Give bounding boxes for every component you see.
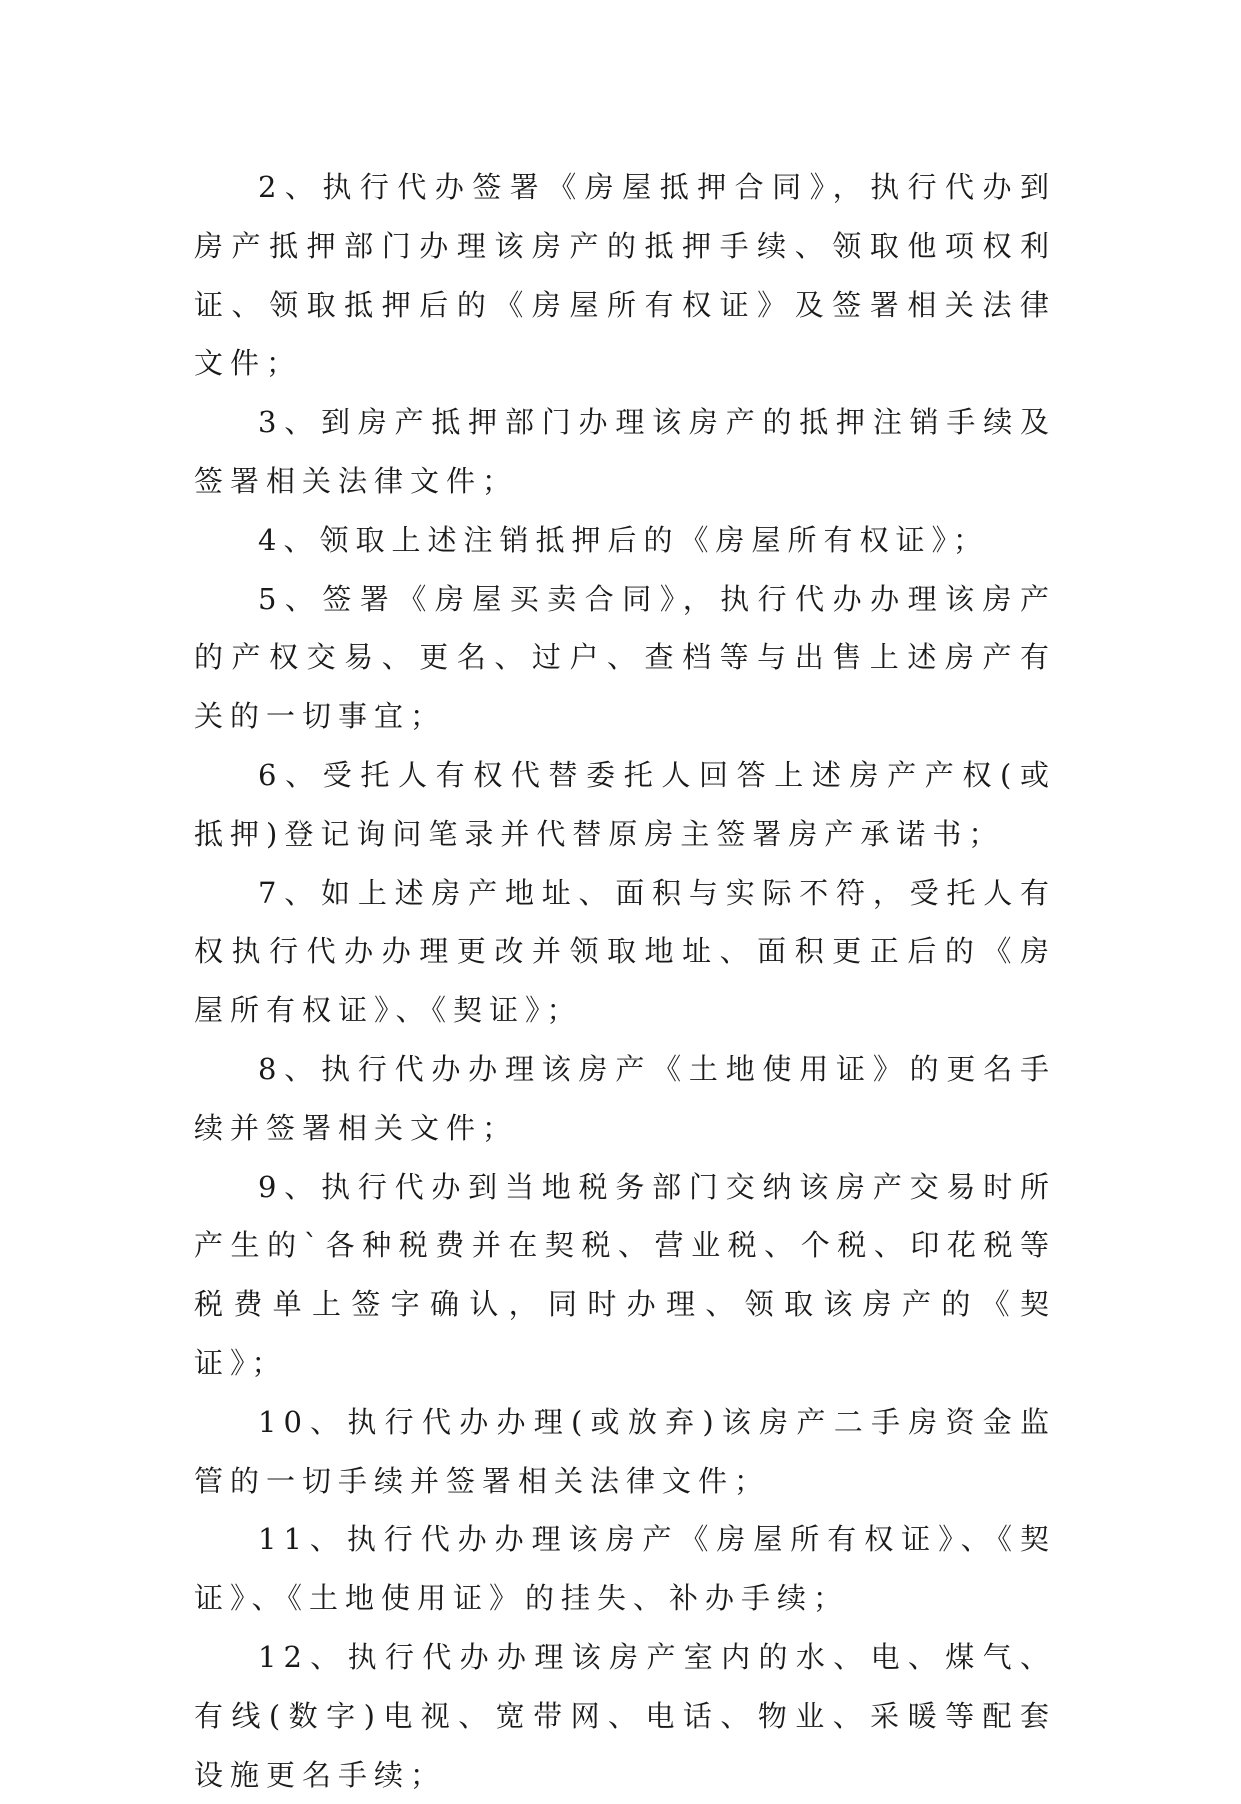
paragraph-item-8: 8、执行代办办理该房产《土地使用证》的更名手续并签署相关文件； bbox=[194, 1051, 1056, 1145]
paragraph-item-7: 7、如上述房产地址、面积与实际不符，受托人有权执行代办办理更改并领取地址、面积更正后的《房屋所有权证》、《契证》； bbox=[194, 875, 1056, 1028]
document-body bbox=[194, 158, 1056, 1804]
paragraph-item-6: 6、受托人有权代替委托人回答上述房产产权(或抵押)登记询问笔录并代替原房主签署房产承诺书； bbox=[194, 757, 1056, 851]
paragraph-item-10: 10、执行代办办理(或放弃)该房产二手房资金监管的一切手续并签署相关法律文件； bbox=[194, 1404, 1056, 1498]
paragraph-item-4: 4、领取上述注销抵押后的《房屋所有权证》； bbox=[258, 522, 989, 557]
paragraph-item-11: 11、执行代办办理该房产《房屋所有权证》、《契证》、《土地使用证》的挂失、补办手续； bbox=[194, 1522, 1056, 1616]
paragraph-item-2: 2、执行代办签署《房屋抵押合同》，执行代办到房产抵押部门办理该房产的抵押手续、领取他项权利证、领取抵押后的《房屋所有权证》及签署相关法律文件； bbox=[194, 170, 1056, 381]
paragraph-item-3: 3、到房产抵押部门办理该房产的抵押注销手续及签署相关法律文件； bbox=[194, 405, 1056, 498]
paragraph-item-5: 5、签署《房屋买卖合同》，执行代办办理该房产的产权交易、更名、过户、查档等与出售上述房产有关的一切事宜； bbox=[194, 581, 1056, 734]
paragraph-item-9: 9、执行代办到当地税务部门交纳该房产交易时所产生的`各种税费并在契税、营业税、个税、印花税等税费单上签字确认，同时办理、领取该房产的《契证》； bbox=[194, 1169, 1056, 1380]
paragraph-item-12: 12、执行代办办理该房产室内的水、电、煤气、有线(数字)电视、宽带网、电话、物业、采暖等配套设施更名手续； bbox=[194, 1639, 1056, 1792]
